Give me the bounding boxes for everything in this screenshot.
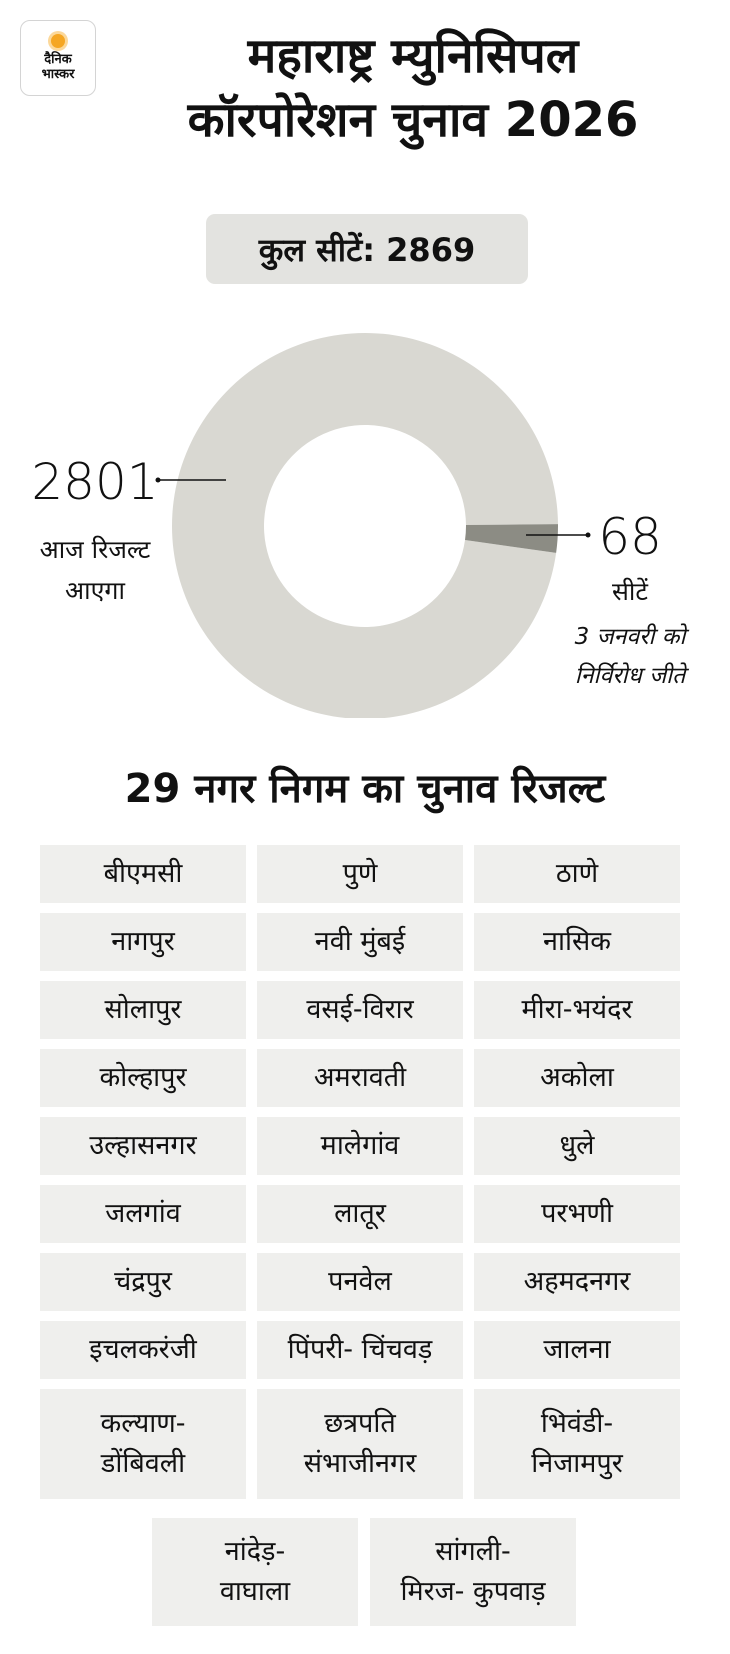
right-value-label: 68 <box>598 508 662 566</box>
corporation-cell: अहमदनगर <box>474 1253 680 1311</box>
corporation-cell: धुले <box>474 1117 680 1175</box>
corporation-cell: अमरावती <box>257 1049 463 1107</box>
corporation-cell: कोल्हापुर <box>40 1049 246 1107</box>
sun-icon <box>51 34 65 48</box>
corporations-grid <box>40 845 680 1509</box>
corporation-cell: इचलकरंजी <box>40 1321 246 1379</box>
corporation-cell: वसई-विरार <box>257 981 463 1039</box>
corporation-cell <box>474 1389 680 1499</box>
right-unit-label: सीटें <box>612 577 648 606</box>
corporation-cell: जालना <box>474 1321 680 1379</box>
total-seats-badge: कुल सीटें: 2869 <box>206 214 528 284</box>
page-title <box>96 24 730 152</box>
corporation-name-line2: संभाजीनगर <box>303 1448 417 1479</box>
corporation-cell: पिंपरी- चिंचवड़ <box>257 1321 463 1379</box>
corporation-cell: मालेगांव <box>257 1117 463 1175</box>
corporation-name-line1: सांगली- <box>435 1536 511 1567</box>
corporation-name-line1: भिवंडी- <box>540 1408 614 1439</box>
corporation-cell: चंद्रपुर <box>40 1253 246 1311</box>
corporation-name-line1: नांदेड़- <box>224 1536 286 1567</box>
section-title: 29 नगर निगम का चुनाव रिजल्ट <box>124 766 606 812</box>
page-title-line1: महाराष्ट्र म्युनिसिपल <box>247 28 579 84</box>
left-value-label: 2801 <box>31 453 159 511</box>
left-label-line1: आज रिजल्ट <box>39 535 151 564</box>
corporation-cell: सोलापुर <box>40 981 246 1039</box>
corporation-cell: नासिक <box>474 913 680 971</box>
corporations-last-row <box>152 1518 578 1636</box>
left-label-line2: आएगा <box>65 576 125 605</box>
corporation-cell: नवी मुंबई <box>257 913 463 971</box>
corporation-name-line2: मिरज- कुपवाड़ <box>400 1576 546 1607</box>
corporation-cell: ठाणे <box>474 845 680 903</box>
logo-text-line2: भास्कर <box>41 67 75 82</box>
donut-slices <box>172 333 558 718</box>
corporation-name-line2: निजामपुर <box>531 1448 623 1479</box>
corporation-cell: पनवेल <box>257 1253 463 1311</box>
page-title-line2: कॉरपोरेशन चुनाव 2026 <box>187 92 639 148</box>
right-label-line1: 3 जनवरी को <box>574 624 686 650</box>
corporation-name-line1: छत्रपति <box>324 1408 396 1439</box>
corporation-cell: परभणी <box>474 1185 680 1243</box>
corporation-name-line2: डोंबिवली <box>100 1448 186 1479</box>
corporation-cell: नागपुर <box>40 913 246 971</box>
corporation-cell: जलगांव <box>40 1185 246 1243</box>
corporation-cell: बीएमसी <box>40 845 246 903</box>
corporation-cell: लातूर <box>257 1185 463 1243</box>
corporation-name-line2: वाघाला <box>219 1576 291 1607</box>
corporation-cell <box>152 1518 358 1626</box>
right-label-line2: निर्विरोध जीते <box>574 663 686 689</box>
dainik-bhaskar-logo <box>20 20 96 96</box>
corporation-cell: पुणे <box>257 845 463 903</box>
corporation-cell <box>370 1518 576 1626</box>
corporation-cell <box>40 1389 246 1499</box>
logo-text-line1: दैनिक <box>44 52 72 67</box>
right-leader-dot <box>586 533 591 538</box>
corporation-name-line1: कल्याण- <box>100 1408 186 1439</box>
corporation-cell: अकोला <box>474 1049 680 1107</box>
corporation-cell: मीरा-भयंदर <box>474 981 680 1039</box>
seats-donut-chart <box>0 318 730 718</box>
corporation-cell <box>257 1389 463 1499</box>
corporation-cell: उल्हासनगर <box>40 1117 246 1175</box>
